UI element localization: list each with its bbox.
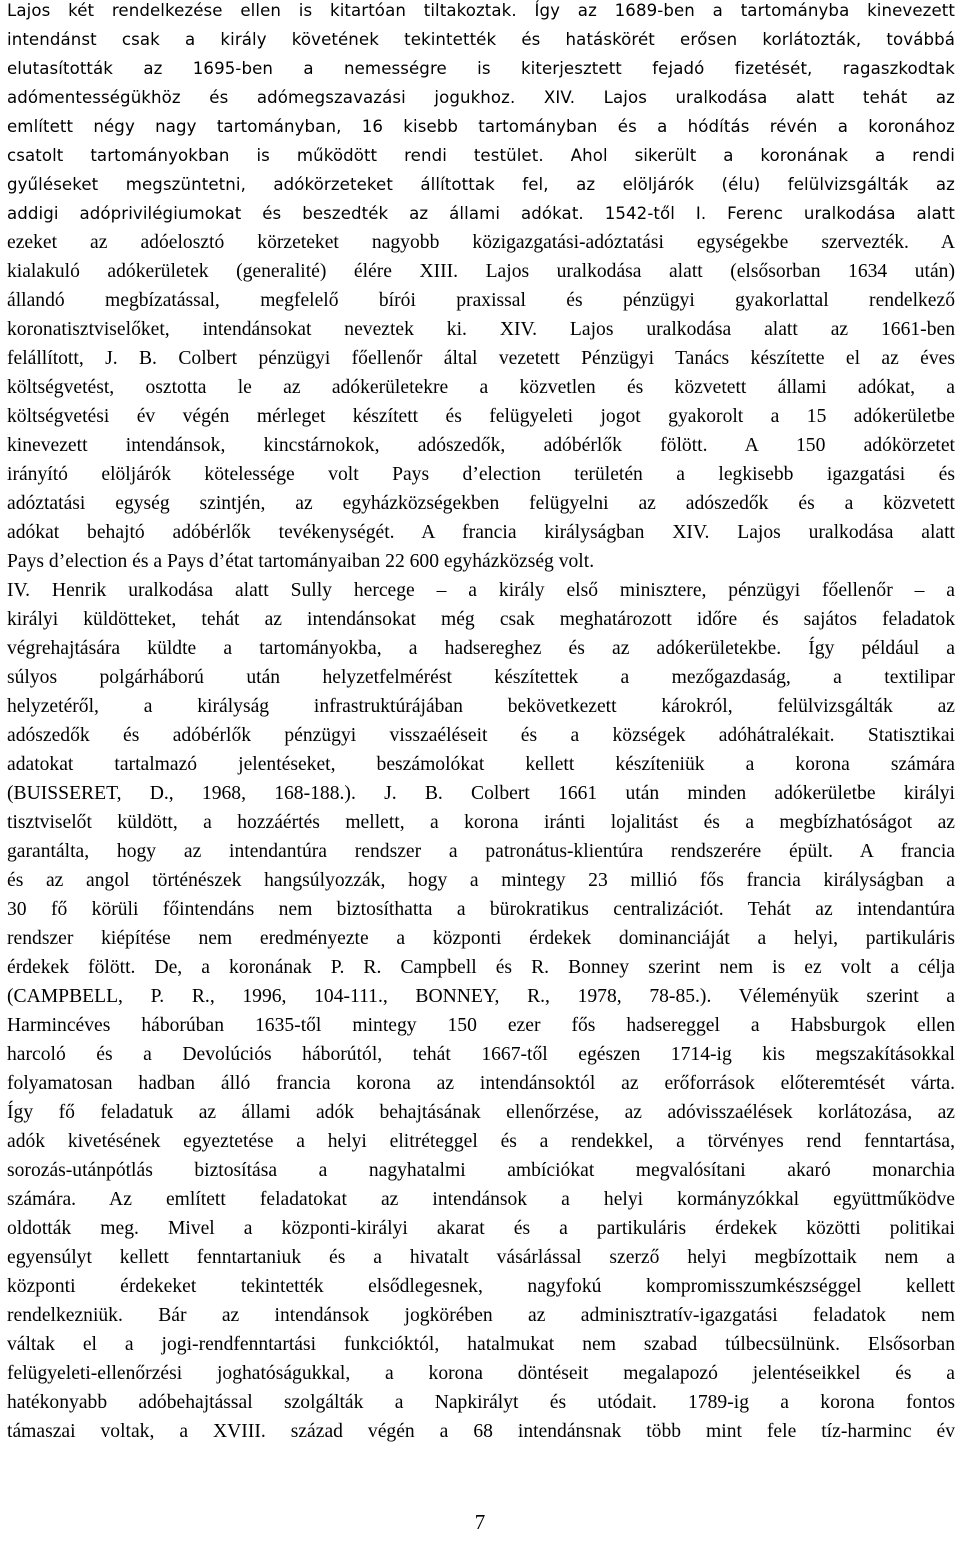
text-line: támaszai voltak, a XVIII. század végén a 68 intendánsnak több mint fele tíz-harminc év bbox=[7, 1421, 955, 1442]
text-line: IV. Henrik uralkodása alatt Sully hercege – a király első minisztere, pénzügyi főellenőr – a bbox=[7, 580, 955, 601]
body-text bbox=[7, 0, 955, 1446]
text-line: koronatisztviselőket, intendánsokat neveztek ki. XIV. Lajos uralkodása alatt az 1661-ben bbox=[7, 319, 955, 340]
text-line: váltak el a jogi-rendfenntartási funkcióktól, hatalmukat nem szabad túlbecsülnünk. Elsősorban bbox=[7, 1334, 955, 1355]
text-line: tisztviselőt küldött, a hozzáértés mellett, a korona iránti lojalitást és a megbízhatóságot az bbox=[7, 812, 955, 833]
text-line: királyi küldötteket, tehát az intendánsokat még csak meghatározott időre és sajátos feladatok bbox=[7, 609, 955, 630]
text-line: adóztatási egység szintjén, az egyházközségekben felügyelni az adószedők és a közvetett bbox=[7, 493, 955, 514]
text-line: (BUISSERET, D., 1968, 168-188.). J. B. Colbert 1661 után minden adókerületbe királyi bbox=[7, 783, 955, 804]
text-line: addigi adóprivilégiumokat és beszedték az állami adókat. 1542-től I. Ferenc uralkodása alatt bbox=[7, 204, 955, 223]
text-line: oldották meg. Mivel a központi-királyi akarat és a partikuláris érdekek közötti politikai bbox=[7, 1218, 955, 1239]
text-line: költségvetést, osztotta le az adókerületekre a közvetlen és közvetett állami adókat, a bbox=[7, 377, 955, 398]
text-line: gyűléseket megszüntetni, adókörzeteket állítottak fel, az elöljárók (élu) felülvizsgálták az bbox=[7, 175, 955, 194]
text-line: említett négy nagy tartományban, 16 kisebb tartományban és a hódítás révén a koronához bbox=[7, 117, 955, 136]
text-line: adók kivetésének egyeztetése a helyi elitréteggel és a rendekkel, a törvényes rend fenntartása, bbox=[7, 1131, 955, 1152]
text-line: érdekek fölött. De, a koronának P. R. Campbell és R. Bonney szerint nem is ez volt a célja bbox=[7, 957, 955, 978]
text-line: helyzetéről, a királyság infrastruktúrájában bekövetkezett károkról, felülvizsgálták az bbox=[7, 696, 955, 717]
text-line: adószedők és adóbérlők pénzügyi visszaéléseit és a községek adóhátralékait. Statisztikai bbox=[7, 725, 955, 746]
text-line: rendelkezniük. Bár az intendánsok jogkörében az adminisztratív-igazgatási feladatok nem bbox=[7, 1305, 955, 1326]
text-line: Így fő feladatuk az állami adók behajtásának ellenőrzése, az adóvisszaélések korlátozása, az bbox=[7, 1102, 955, 1123]
text-line: harcoló és a Devolúciós háborútól, tehát 1667-től egészen 1714-ig kis megszakításokkal bbox=[7, 1044, 955, 1065]
text-line: 30 fő körüli főintendáns nem biztosíthatta a bürokratikus centralizációt. Tehát az intendantúra bbox=[7, 899, 955, 920]
text-line: (CAMPBELL, P. R., 1996, 104-111., BONNEY, R., 1978, 78-85.). Véleményük szerint a bbox=[7, 986, 955, 1007]
text-line: adatokat tartalmazó jelentéseket, beszámolókat kellett készíteniük a korona számára bbox=[7, 754, 955, 775]
text-line: folyamatosan hadban álló francia korona az intendánsoktól az erőforrások előteremtését várta. bbox=[7, 1073, 955, 1094]
text-line: költségvetési év végén mérleget készített és felügyeleti jogot gyakorolt a 15 adókerületbe bbox=[7, 406, 955, 427]
text-line: és az angol történészek hangsúlyozzák, hogy a mintegy 23 millió fős francia királyságban a bbox=[7, 870, 955, 891]
text-line: Harmincéves háborúban 1635-től mintegy 150 ezer fős hadsereggel a Habsburgok ellen bbox=[7, 1015, 955, 1036]
text-line: számára. Az említett feladatokat az intendánsok a helyi kormányzókkal együttműködve bbox=[7, 1189, 955, 1210]
text-line: intendánst csak a király követének tekintették és hatáskörét erősen korlátozták, továbbá bbox=[7, 30, 955, 49]
text-line: irányító elöljárók kötelessége volt Pays d’election területén a legkisebb igazgatási és bbox=[7, 464, 955, 485]
text-line: Lajos két rendelkezése ellen is kitartóan tiltakoztak. Így az 1689-ben a tartományba kinevezett bbox=[7, 1, 955, 20]
page-number: 7 bbox=[474, 1510, 486, 1534]
text-line: adókat behajtó adóbérlők tevékenységét. A francia királyságban XIV. Lajos uralkodása alatt bbox=[7, 522, 955, 543]
text-line: sorozás-utánpótlás biztosítása a nagyhatalmi ambíciókat megvalósítani akaró monarchia bbox=[7, 1160, 955, 1181]
text-line: garantálta, hogy az intendantúra rendszer a patronátus-klientúra rendszerére épült. A francia bbox=[7, 841, 955, 862]
text-line: rendszer kiépítése nem eredményezte a központi érdekek dominanciáját a helyi, partikuláris bbox=[7, 928, 955, 949]
text-line: kinevezett intendánsok, kincstárnokok, adószedők, adóbérlők fölött. A 150 adókörzetet bbox=[7, 435, 955, 456]
text-line: hatékonyabb adóbehajtással szolgálták a Napkirályt és utódait. 1789-ig a korona fontos bbox=[7, 1392, 955, 1413]
text-line: Pays d’election és a Pays d’état tartományaiban 22 600 egyházközség volt. bbox=[7, 551, 595, 572]
text-line: felállított, J. B. Colbert pénzügyi főellenőr által vezetett Pénzügyi Tanács készítette el az éves bbox=[7, 348, 955, 369]
text-line: végrehajtására küldte a tartományokba, a hadsereghez és az adókerületekbe. Így például a bbox=[7, 638, 955, 659]
text-line: felügyeleti-ellenőrzési joghatóságukkal, a korona döntéseit megalapozó jelentéseikkel és a bbox=[7, 1363, 955, 1384]
text-line: központi érdekeket tekintették elsődlegesnek, nagyfokú kompromisszumkészséggel kellett bbox=[7, 1276, 955, 1297]
text-line: állandó megbízatással, megfelelő bírói praxissal és pénzügyi gyakorlattal rendelkező bbox=[7, 290, 955, 311]
text-line: adómentességükhöz és adómegszavazási jogukhoz. XIV. Lajos uralkodása alatt tehát az bbox=[7, 88, 955, 107]
text-line: elutasították az 1695-ben a nemességre is kiterjesztett fejadó fizetését, ragaszkodtak bbox=[7, 59, 955, 78]
text-line: súlyos polgárháború után helyzetfelmérést készítettek a mezőgazdaság, a textilipar bbox=[7, 667, 955, 688]
text-line: ezeket az adóelosztó körzeteket nagyobb közigazgatási-adóztatási egységekbe szervezték. A bbox=[7, 232, 955, 253]
text-line: csatolt tartományokban is működött rendi testület. Ahol sikerült a koronának a rendi bbox=[7, 146, 955, 165]
text-line: egyensúlyt kellett fenntartaniuk és a hivatalt vásárlással szerző helyi megbízottaik nem a bbox=[7, 1247, 955, 1268]
text-line: kialakuló adókerületek (generalité) élére XIII. Lajos uralkodása alatt (elsősorban 1634 után) bbox=[7, 261, 955, 282]
